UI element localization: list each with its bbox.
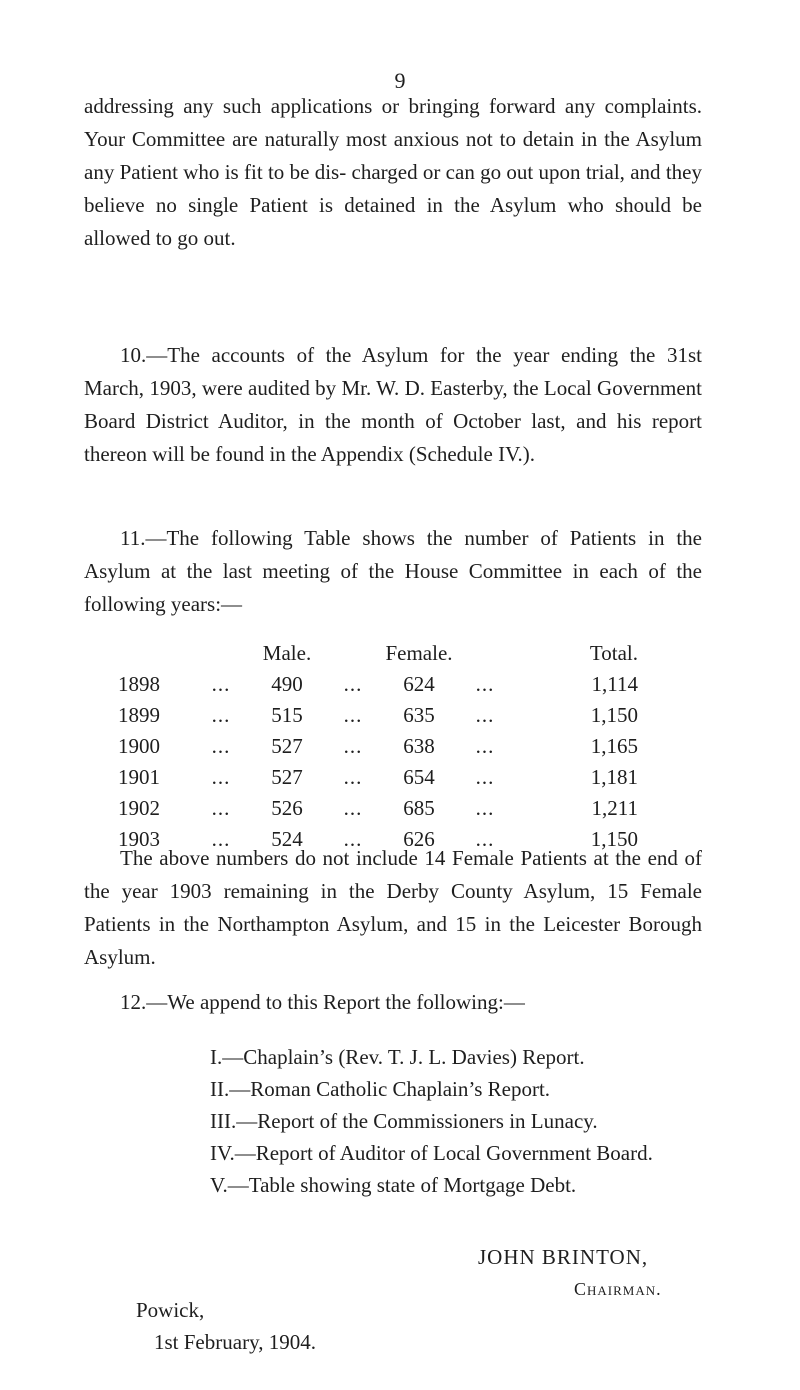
leader-dots: ... (475, 703, 495, 727)
table-row (118, 731, 638, 762)
row-total: 1,150 (590, 703, 638, 727)
row-total: 1,211 (591, 796, 638, 820)
header-total: Total. (589, 641, 638, 665)
list-item: III.—Report of the Commissioners in Lunacy. (210, 1109, 598, 1133)
list-item: I.—Chaplain’s (Rev. T. J. L. Davies) Report. (210, 1045, 585, 1069)
patients-table (118, 638, 638, 855)
leader-dots: ... (475, 765, 495, 789)
row-female: 638 (403, 734, 435, 758)
leader-dots: ... (343, 796, 363, 820)
leader-dots: ... (211, 796, 231, 820)
list-item: IV.—Report of Auditor of Local Government Board. (210, 1141, 653, 1165)
signatory-title: Chairman. (574, 1279, 662, 1299)
row-total: 1,165 (590, 734, 638, 758)
paragraph-11: 11.—The following Table shows the number of Patients in the Asylum at the last meeting of the House Committee in each of the following years:— (84, 526, 702, 616)
leader-dots: ... (343, 703, 363, 727)
row-year: 1902 (118, 796, 160, 820)
row-total: 1,150 (590, 827, 638, 851)
leader-dots: ... (343, 765, 363, 789)
row-year: 1898 (118, 672, 160, 696)
paragraph-10: 10.—The accounts of the Asylum for the year ending the 31st March, 1903, were audited by Mr. W. D. Easterby, the Local Government Board District Auditor, in the month of October last, and his report thereon will be found in the Appendix (Schedule IV.). (84, 343, 702, 466)
page-number: 9 (394, 68, 406, 93)
row-year: 1899 (118, 703, 160, 727)
row-male: 527 (271, 734, 303, 758)
header-female: Female. (385, 641, 453, 665)
list-item: V.—Table showing state of Mortgage Debt. (210, 1173, 577, 1197)
table-row (118, 669, 638, 700)
row-male: 526 (271, 796, 303, 820)
row-total: 1,114 (591, 672, 638, 696)
row-total: 1,181 (590, 765, 638, 789)
date-line: 1st February, 1904. (154, 1330, 316, 1354)
leader-dots: ... (475, 672, 495, 696)
leader-dots: ... (343, 827, 363, 851)
header-male: Male. (262, 641, 312, 665)
row-male: 527 (271, 765, 303, 789)
list-item: II.—Roman Catholic Chaplain’s Report. (210, 1077, 551, 1101)
row-female: 685 (403, 796, 435, 820)
row-male: 515 (271, 703, 303, 727)
leader-dots: ... (475, 827, 495, 851)
row-female: 635 (403, 703, 435, 727)
table-header-row (118, 638, 638, 669)
table-row (118, 793, 638, 824)
leader-dots: ... (211, 734, 231, 758)
signatory-name: JOHN BRINTON, (478, 1245, 649, 1269)
leader-dots: ... (343, 734, 363, 758)
leader-dots: ... (343, 672, 363, 696)
row-female: 624 (403, 672, 435, 696)
leader-dots: ... (475, 734, 495, 758)
row-female: 654 (403, 765, 435, 789)
row-year: 1900 (118, 734, 160, 758)
row-male: 490 (271, 672, 303, 696)
row-year: 1903 (118, 827, 160, 851)
leader-dots: ... (211, 672, 231, 696)
row-male: 524 (271, 827, 303, 851)
place-line: Powick, (136, 1298, 205, 1322)
leader-dots: ... (211, 765, 231, 789)
note-paragraph: The above numbers do not include 14 Female Patients at the end of the year 1903 remaining in the Derby County Asylum, 15 Female Patients in the Northampton Asylum, and 15 in the Leicester Borough Asylum. (84, 846, 702, 969)
leader-dots: ... (211, 827, 231, 851)
table-row (118, 700, 638, 731)
leader-dots: ... (475, 796, 495, 820)
table-row (118, 762, 638, 793)
leader-dots: ... (211, 703, 231, 727)
appendix-list (210, 1041, 653, 1201)
paragraph-12: 12.—We append to this Report the following:— (120, 990, 525, 1014)
row-year: 1901 (118, 765, 160, 789)
continuation-paragraph: addressing any such applications or bringing forward any complaints. Your Committee are naturally most anxious not to detain in the Asylum any Patient who is fit to be dis- charged or can go out upon trial, and they believe no single Patient is detained in the Asylum who should be allowed to go out. (84, 94, 702, 250)
row-female: 626 (403, 827, 435, 851)
